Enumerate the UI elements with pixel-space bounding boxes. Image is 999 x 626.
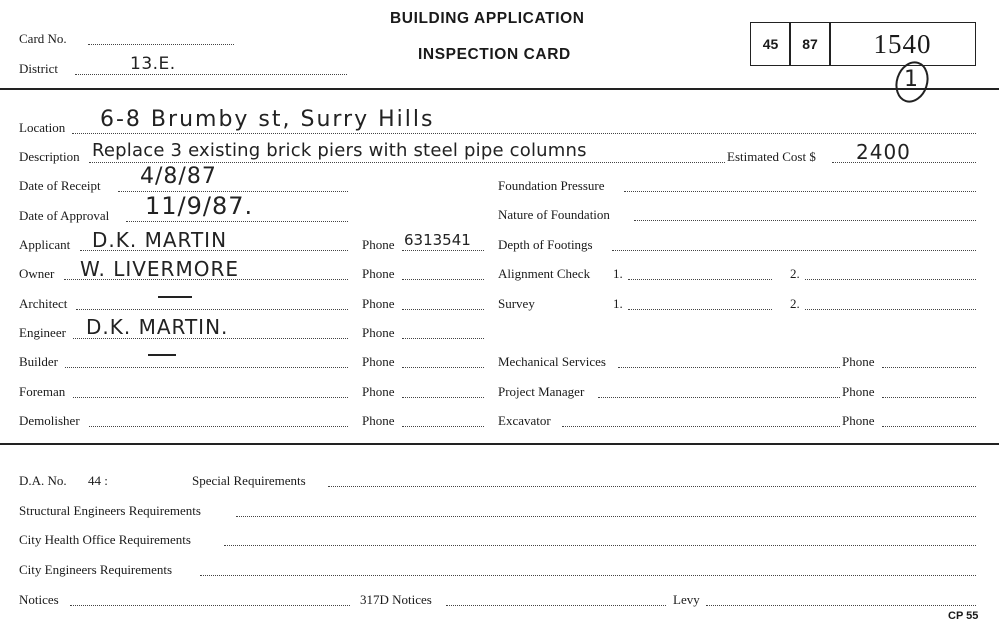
date-of-approval-label: Date of Approval (19, 208, 110, 223)
builder-label: Builder (19, 354, 58, 369)
survey-2-line[interactable] (805, 309, 976, 310)
estimated-cost-label: Estimated Cost $ (727, 149, 816, 164)
architect-label: Architect (19, 296, 68, 311)
demolisher-phone-label: Phone (362, 413, 395, 428)
nature-of-foundation-label: Nature of Foundation (498, 207, 610, 222)
city-engineers-line[interactable] (200, 575, 976, 576)
survey-label: Survey (498, 296, 535, 311)
annotation-digit: 1 (904, 67, 919, 92)
engineer-phone-line[interactable] (402, 338, 484, 339)
city-health-line[interactable] (224, 545, 976, 546)
city-health-label: City Health Office Requirements (19, 532, 191, 547)
special-requirements-line[interactable] (328, 486, 976, 487)
mechanical-services-phone-label: Phone (842, 354, 875, 369)
owner-label: Owner (19, 266, 55, 281)
architect-phone-label: Phone (362, 296, 395, 311)
builder-dash (148, 354, 176, 356)
survey-2-label: 2. (790, 296, 800, 311)
city-engineers-label: City Engineers Requirements (19, 562, 173, 577)
district-value: 13.E. (130, 54, 176, 74)
special-requirements-label: Special Requirements (192, 473, 306, 488)
notices-label: Notices (19, 592, 59, 607)
applicant-phone-label: Phone (362, 237, 395, 252)
date-of-approval-value: 11/9/87. (145, 192, 254, 220)
project-manager-phone-line[interactable] (882, 397, 976, 398)
applicant-value: D.K. MARTIN (92, 228, 228, 252)
owner-phone-label: Phone (362, 266, 395, 281)
applicant-phone-line[interactable] (402, 250, 484, 251)
location-line[interactable] (72, 133, 976, 134)
foundation-pressure-line[interactable] (624, 191, 976, 192)
depth-of-footings-label: Depth of Footings (498, 237, 593, 252)
architect-dash (158, 296, 192, 298)
foreman-line[interactable] (73, 397, 348, 398)
card-number-box-1: 45 (750, 22, 791, 66)
foreman-phone-line[interactable] (402, 397, 484, 398)
depth-of-footings-line[interactable] (612, 250, 976, 251)
project-manager-label: Project Manager (498, 384, 585, 399)
card-number-box-3: 1540 (829, 22, 976, 66)
mechanical-services-label: Mechanical Services (498, 354, 606, 369)
survey-1-label: 1. (613, 296, 623, 311)
demolisher-line[interactable] (89, 426, 348, 427)
excavator-line[interactable] (562, 426, 840, 427)
form-title-line1: BUILDING APPLICATION (390, 10, 585, 27)
alignment-check-2-label: 2. (790, 266, 800, 281)
location-value: 6-8 Brumby st, Surry Hills (100, 107, 435, 132)
structural-engineers-label: Structural Engineers Requirements (19, 503, 201, 518)
description-label: Description (19, 149, 80, 164)
da-no-value: 44 : (88, 473, 108, 488)
owner-phone-line[interactable] (402, 279, 484, 280)
engineer-phone-label: Phone (362, 325, 395, 340)
nature-of-foundation-line[interactable] (634, 220, 976, 221)
project-manager-line[interactable] (598, 397, 840, 398)
middle-divider (0, 443, 999, 445)
card-no-line[interactable] (88, 44, 234, 45)
project-manager-phone-label: Phone (842, 384, 875, 399)
owner-value: W. LIVERMORE (80, 257, 239, 281)
excavator-phone-line[interactable] (882, 426, 976, 427)
architect-line[interactable] (76, 309, 348, 310)
circled-annotation (892, 58, 932, 106)
card-number-box-2: 87 (789, 22, 831, 66)
excavator-label: Excavator (498, 413, 551, 428)
builder-phone-line[interactable] (402, 367, 484, 368)
form-code: CP 55 (948, 610, 979, 622)
structural-engineers-line[interactable] (236, 516, 976, 517)
date-of-receipt-value: 4/8/87 (140, 164, 217, 189)
notices-317d-line[interactable] (446, 605, 666, 606)
applicant-phone-value: 6313541 (404, 231, 471, 249)
applicant-label: Applicant (19, 237, 71, 252)
district-label: District (19, 61, 58, 76)
date-of-approval-line[interactable] (126, 221, 348, 222)
alignment-check-1-line[interactable] (628, 279, 772, 280)
alignment-check-1-label: 1. (613, 266, 623, 281)
form-title-line2: INSPECTION CARD (418, 46, 571, 63)
builder-line[interactable] (65, 367, 348, 368)
top-divider (0, 88, 999, 90)
survey-1-line[interactable] (628, 309, 772, 310)
foreman-phone-label: Phone (362, 384, 395, 399)
description-line[interactable] (89, 162, 725, 163)
date-of-receipt-label: Date of Receipt (19, 178, 101, 193)
mechanical-services-line[interactable] (618, 367, 840, 368)
demolisher-label: Demolisher (19, 413, 80, 428)
estimated-cost-value: 2400 (856, 140, 911, 164)
demolisher-phone-line[interactable] (402, 426, 484, 427)
builder-phone-label: Phone (362, 354, 395, 369)
location-label: Location (19, 120, 66, 135)
card-no-label: Card No. (19, 31, 67, 46)
notices-317d-label: 317D Notices (360, 592, 432, 607)
mechanical-services-phone-line[interactable] (882, 367, 976, 368)
excavator-phone-label: Phone (842, 413, 875, 428)
architect-phone-line[interactable] (402, 309, 484, 310)
foreman-label: Foreman (19, 384, 66, 399)
alignment-check-2-line[interactable] (805, 279, 976, 280)
alignment-check-label: Alignment Check (498, 266, 591, 281)
description-value: Replace 3 existing brick piers with steel pipe columns (92, 140, 587, 161)
da-no-label: D.A. No. (19, 473, 67, 488)
district-line[interactable] (75, 74, 347, 75)
engineer-label: Engineer (19, 325, 66, 340)
notices-line[interactable] (70, 605, 350, 606)
levy-label: Levy (673, 592, 700, 607)
levy-line[interactable] (706, 605, 976, 606)
foundation-pressure-label: Foundation Pressure (498, 178, 605, 193)
engineer-value: D.K. MARTIN. (86, 315, 229, 339)
